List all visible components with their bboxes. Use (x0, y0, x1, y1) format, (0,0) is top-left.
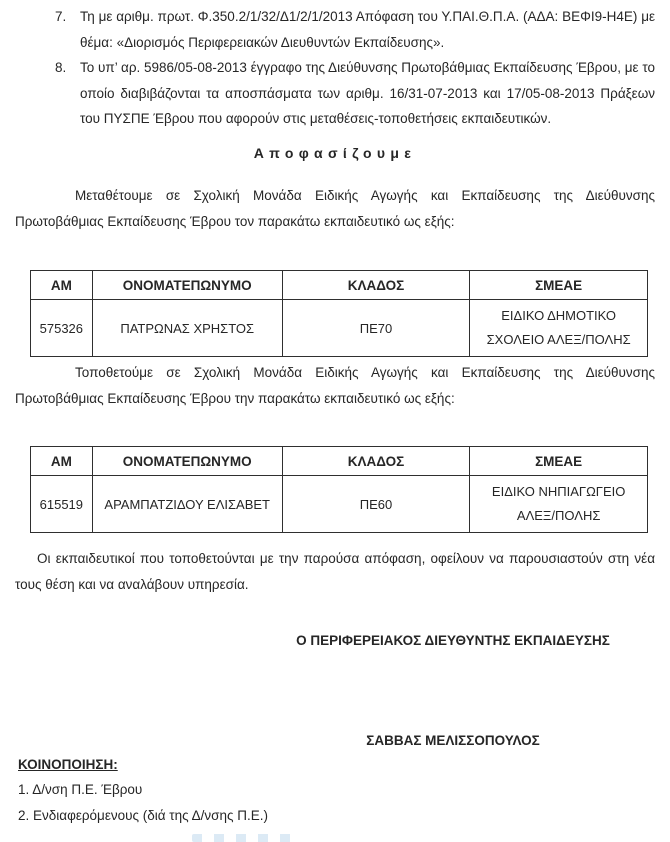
cell-name: ΑΡΑΜΠΑΤΖΙΔΟΥ ΕΛΙΣΑΒΕΤ (92, 476, 282, 533)
table-header-row (31, 447, 648, 476)
column-header-branch: ΚΛΑΔΟΣ (282, 271, 470, 300)
column-header-smeae: ΣΜΕΑΕ (470, 447, 648, 476)
notification-item: 1. Δ/νση Π.Ε. Έβρου (18, 782, 143, 798)
list-item-7 (15, 4, 655, 55)
list-item-text: Τη με αριθμ. πρωτ. Φ.350.2/1/32/Δ1/2/1/2013 Απόφαση του Υ.ΠΑΙ.Θ.Π.Α. (ΑΔΑ: ΒΕΦΙ9-Η4Ε) με θέμα: «Διορισμός Περιφερειακών Διευθυντών Εκπαίδευσης». (80, 9, 655, 50)
list-item-number: 7. (55, 9, 67, 24)
table-row (31, 476, 648, 533)
cell-smeae: ΕΙΔΙΚΟ ΝΗΠΙΑΓΩΓΕΙΟ ΑΛΕΞ/ΠΟΛΗΣ (470, 476, 648, 533)
transfer-table (30, 270, 648, 357)
list-item-8 (15, 55, 655, 132)
signature-name: ΣΑΒΒΑΣ ΜΕΛΙΣΣΟΠΟΥΛΟΣ (366, 733, 540, 748)
column-header-name: ΟΝΟΜΑΤΕΠΩΝΥΜΟ (92, 447, 282, 476)
cell-smeae: ΕΙΔΙΚΟ ΔΗΜΟΤΙΚΟ ΣΧΟΛΕΙΟ ΑΛΕΞ/ΠΟΛΗΣ (470, 300, 648, 357)
column-header-am: ΑΜ (31, 271, 93, 300)
stamp-fragment (192, 834, 292, 842)
column-header-am: ΑΜ (31, 447, 93, 476)
cell-branch: ΠΕ60 (282, 476, 470, 533)
list-item-text: Το υπ’ αρ. 5986/05-08-2013 έγγραφο της Διεύθυνσης Πρωτοβάθμιας Εκπαίδευσης Έβρου, με το οποίο διαβιβάζονται τα αποσπάσματα των αριθμ. 16/31-07-2013 και 17/05-08-2013 Πράξεων του ΠΥΣΠΕ Έβρου που αφορούν στις μεταθέσεις-τοποθετήσεις εκπαιδευτικών. (80, 60, 655, 126)
cell-am: 575326 (31, 300, 93, 357)
decision-heading: Αποφασίζουμε (253, 145, 417, 161)
table-row (31, 300, 648, 357)
paragraph-transfer: Μεταθέτουμε σε Σχολική Μονάδα Ειδικής Αγωγής και Εκπαίδευσης της Διεύθυνσης Πρωτοβάθμιας Εκπαίδευσης Έβρου τον παρακάτω εκπαιδευτικό ως εξής: (15, 188, 655, 229)
signature-title: Ο ΠΕΡΙΦΕΡΕΙΑΚΟΣ ΔΙΕΥΘΥΝΤΗΣ ΕΚΠΑΙΔΕΥΣΗΣ (296, 633, 610, 648)
cell-branch: ΠΕ70 (282, 300, 470, 357)
paragraph-obligation: Οι εκπαιδευτικοί που τοποθετούνται με την παρούσα απόφαση, οφείλουν να παρουσιαστούν στη νέα τους θέση και να αναλάβουν υπηρεσία. (15, 551, 655, 592)
column-header-name: ΟΝΟΜΑΤΕΠΩΝΥΜΟ (92, 271, 282, 300)
list-item-number: 8. (55, 60, 67, 75)
paragraph-placement: Τοποθετούμε σε Σχολική Μονάδα Ειδικής Αγωγής και Εκπαίδευσης της Διεύθυνσης Πρωτοβάθμιας Εκπαίδευσης Έβρου την παρακάτω εκπαιδευτικό ως εξής: (15, 365, 655, 406)
placement-table (30, 446, 648, 533)
notification-item: 2. Ενδιαφερόμενους (διά της Δ/νσης Π.Ε.) (18, 807, 269, 823)
cell-am: 615519 (31, 476, 93, 533)
column-header-smeae: ΣΜΕΑΕ (470, 271, 648, 300)
cell-name: ΠΑΤΡΩΝΑΣ ΧΡΗΣΤΟΣ (92, 300, 282, 357)
notification-block (18, 752, 438, 828)
table-header-row (31, 271, 648, 300)
reference-list (15, 4, 655, 132)
notification-heading: ΚΟΙΝΟΠΟΙΗΣΗ: (18, 757, 118, 772)
column-header-branch: ΚΛΑΔΟΣ (282, 447, 470, 476)
